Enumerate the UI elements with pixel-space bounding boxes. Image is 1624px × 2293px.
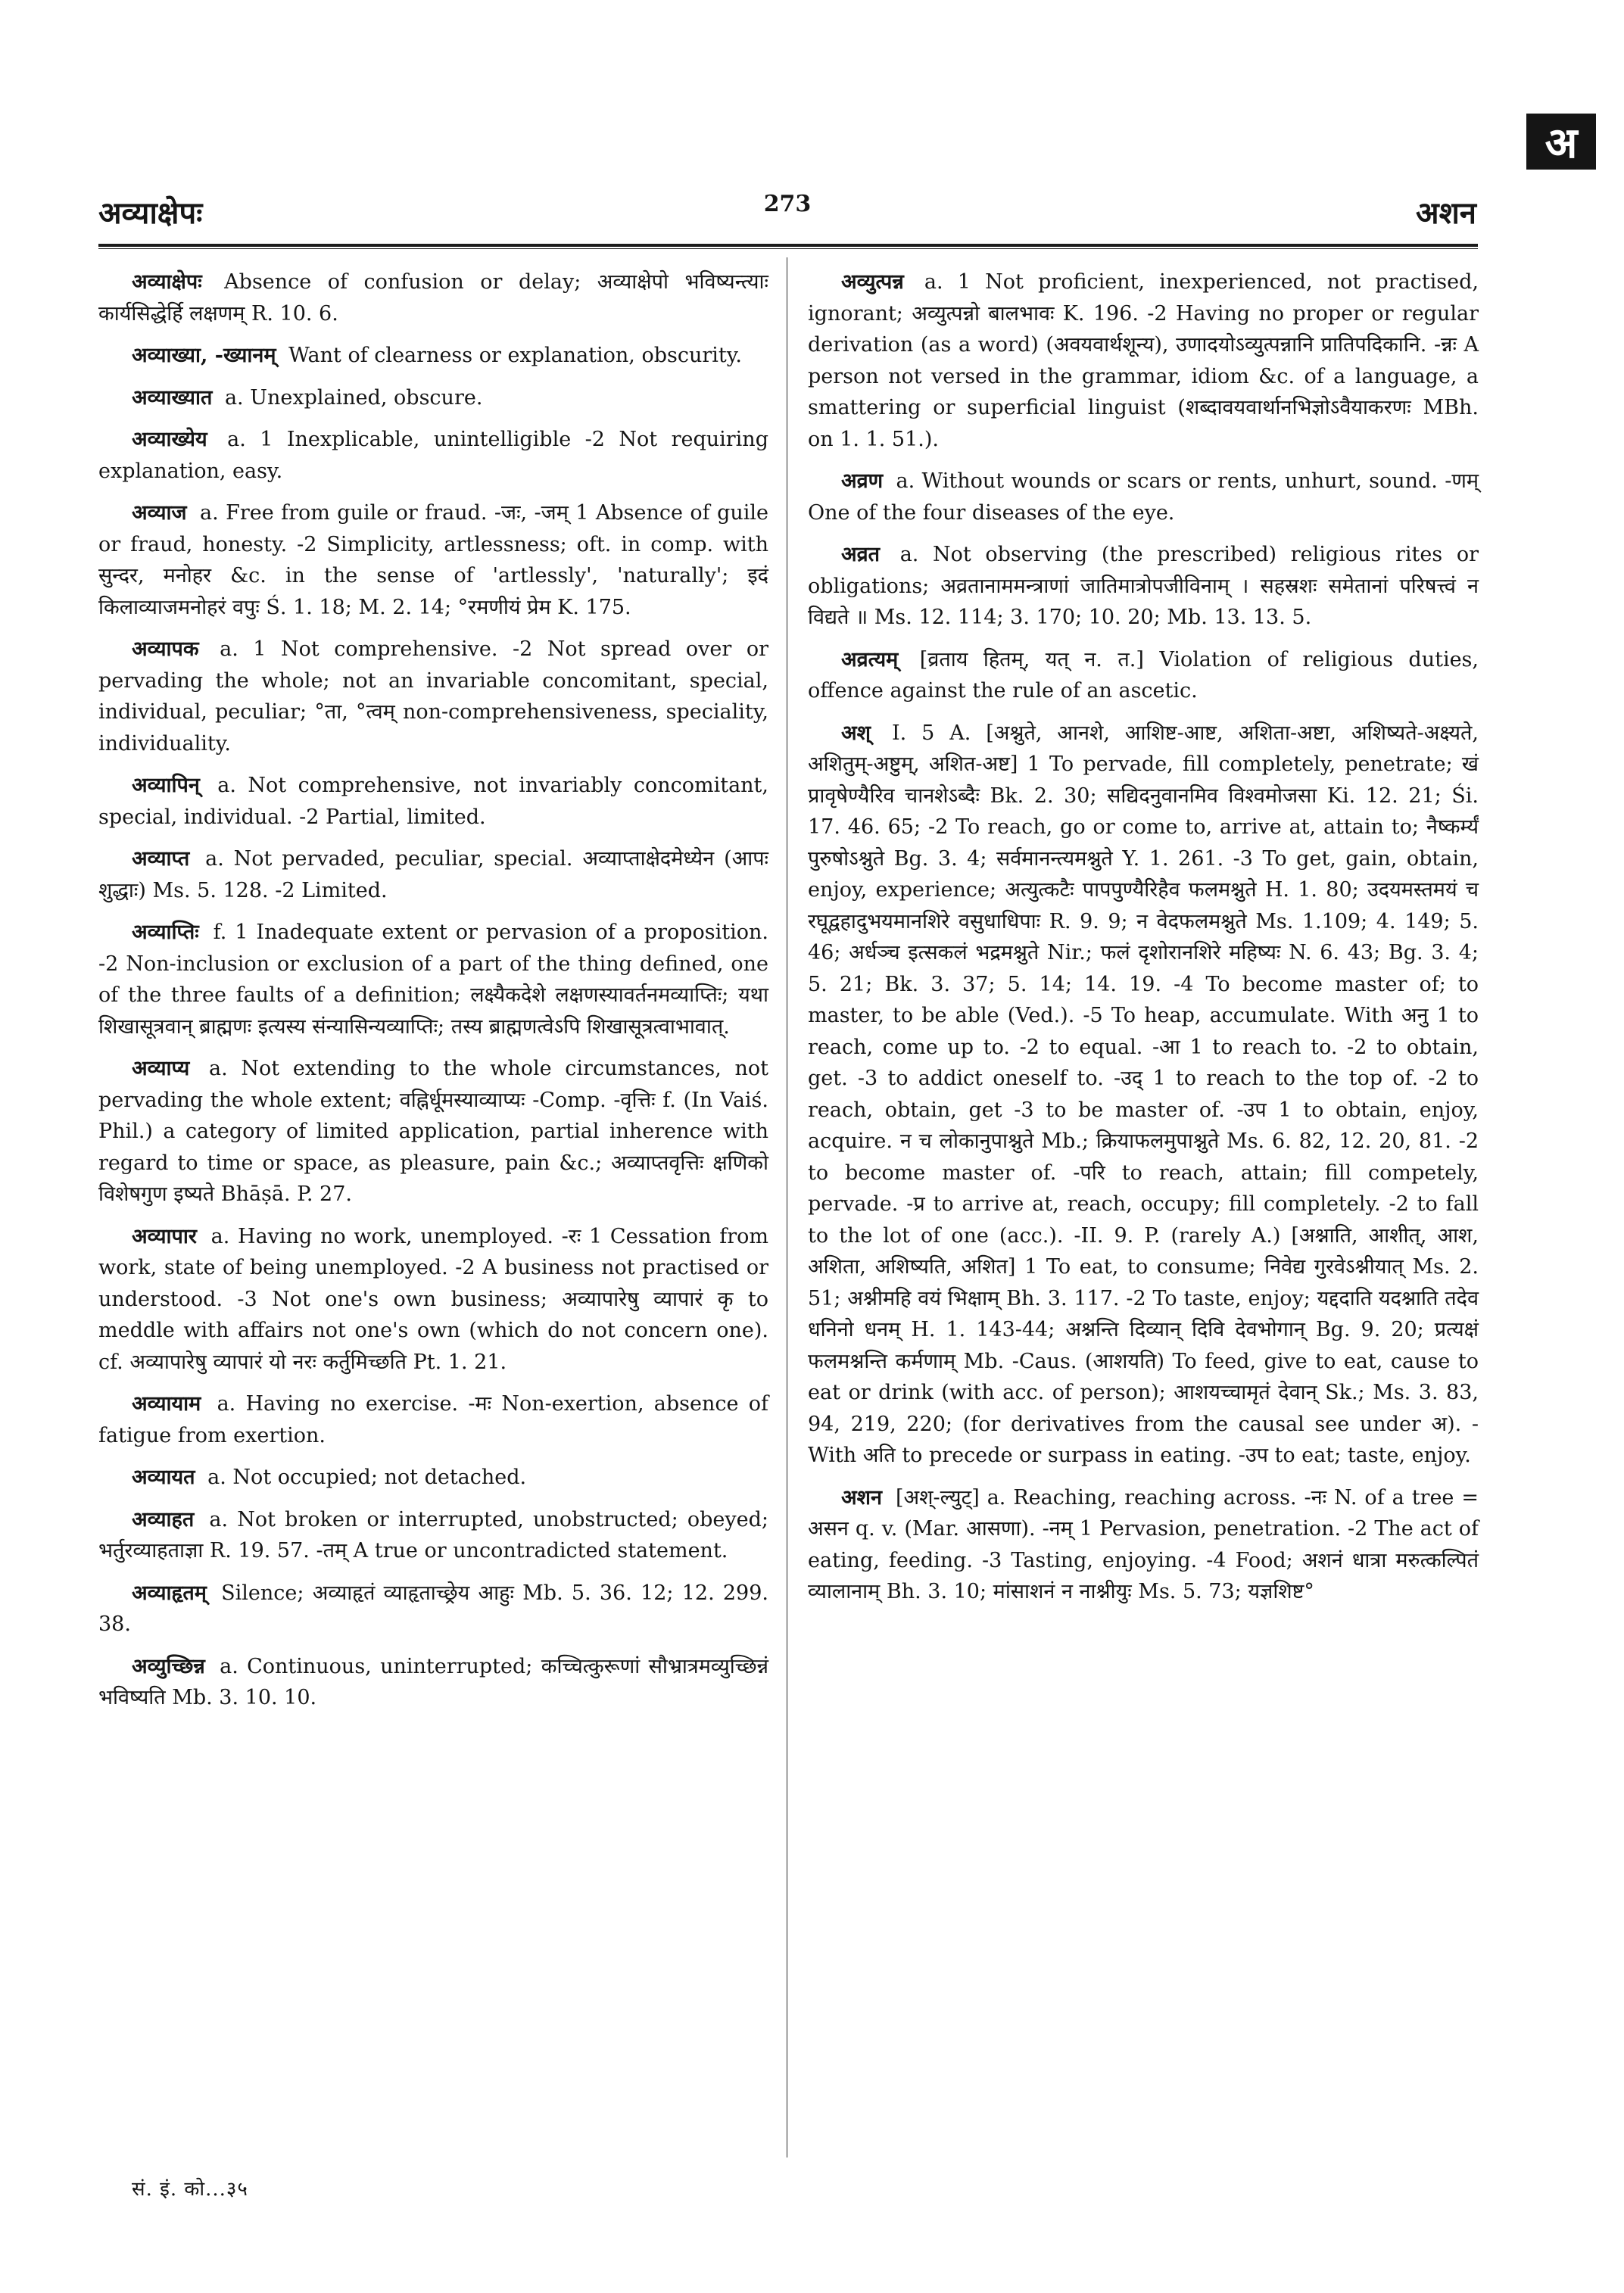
entry-definition: Absence of confusion or delay; अव्याक्षेपो भविष्यन्त्याः कार्यसिद्धेर्हि लक्षणम् R. 10. 6. [98,270,768,326]
entry-headword: अश् [841,721,871,745]
dictionary-entry [808,466,1479,528]
entry-definition: a. Not observing (the prescribed) religious rites or obligations; अव्रतानाममन्त्राणां जातिमात्रोपजीविनाम् । सहस्रशः समेतानां परिषत्त्वं न विद्यते ॥ Ms. 12. 114; 3. 170; 10. 20; Mb. 13. 13. 5. [808,543,1479,629]
entry-definition: a. Continuous, uninterrupted; कच्चित्कुरूणां सौभ्रात्रमव्युच्छिन्नं भविष्यति Mb. 3. 10. 10. [98,1654,769,1709]
entry-headword: अव्यापिन् [132,774,200,797]
entry-definition: f. 1 Inadequate extent or pervasion of a proposition. -2 Non-inclusion or exclusion of a part of the thing defined, one of the three faults of a definition; लक्ष्यैकदेशे लक्षणस्यावर्तनमव्याप्तिः; यथा शिखासूत्रवान् ब्राह्मणः इत्यस्य संन्यासिन्यव्याप्तिः; तस्य ब्राह्मणत्वेऽपि शिखासूत्रत्वाभावात्. [98,921,768,1039]
left-column [98,266,768,1724]
entry-headword: अव्याप्य [132,1057,190,1080]
dictionary-entry [98,1053,768,1210]
right-column [808,266,1479,1618]
running-head [98,191,1476,239]
dictionary-entry [98,340,768,372]
page-number: 273 [763,191,812,217]
dictionary-entry [98,1221,768,1379]
dictionary-entry [98,382,768,414]
dictionary-entry [98,917,768,1042]
entry-definition: Want of clearness or explanation, obscurity. [288,344,743,367]
dictionary-entry [98,424,768,487]
dictionary-entry [808,644,1479,707]
entry-definition: a. Having no work, unemployed. -रः 1 Cessation from work, state of being unemployed. -2 A business not practised or understood. -3 Not one's own business; अव्यापारेषु व्यापारं कृ to meddle with affairs not one's own (which do not concern one). cf. अव्यापारेषु व्यापारं यो नरः कर्तुमिच्छति Pt. 1. 21. [98,1224,768,1374]
entry-definition: a. Not extending to the whole circumstances, not pervading the whole extent; वह्निर्धूमस्याव्याप्यः -Comp. -वृत्तिः f. (In Vaiś. Phil.) a category of limited application, partial inherence with regard to time or space, as pleasure, pain &c.; अव्याप्तवृत्तिः क्षणिको विशेषगुण इष्यते Bhāṣā. P. 27. [98,1057,768,1206]
entry-definition: a. 1 Inexplicable, unintelligible -2 Not requiring explanation, easy. [98,428,768,483]
dictionary-entry [808,539,1479,634]
entry-headword: अव्याख्येय [132,428,207,451]
dictionary-entry [98,1462,768,1494]
entry-headword: अव्यायाम [132,1392,201,1416]
dictionary-entry [98,843,768,906]
entry-headword: अव्याज [132,501,187,525]
dictionary-entry [98,1504,768,1567]
thumb-index-tab [1526,114,1596,170]
entry-definition: a. 1 Not proficient, inexperienced, not practised, ignorant; अव्युत्पन्नो बालभावः K. 196. -2 Having no proper or regular derivation (as a word) (अवयवार्थशून्य), उणादयोऽव्युत्पन्नानि प्रातिपदिकानि. -न्नः A person not versed in the grammar, idiom &c. of a language, a smattering or superficial linguist (शब्दावयवार्थानभिज्ञोऽवैयाकरणः MBh. on 1. 1. 51.). [808,270,1479,451]
entry-headword: अव्याप्त [132,847,190,871]
entry-definition: a. Not pervaded, peculiar, special. अव्याप्ताक्षेदमेध्येन (आपः शुद्धाः) Ms. 5. 128. -2 Limited. [98,847,768,902]
entry-headword: अव्यापार [132,1224,197,1248]
entry-definition: a. Not broken or interrupted, unobstructed; obeyed; भर्तुरव्याहताज्ञा R. 19. 57. -तम् A true or uncontradicted statement. [98,1507,768,1562]
thumb-index-letter: अ [1545,119,1578,168]
entry-headword: अव्युत्पन्न [841,270,904,294]
entry-definition: a. Free from guile or fraud. -जः, -जम् 1 Absence of guile or fraud, honesty. -2 Simplicity, artlessness; oft. in comp. with सुन्दर, मनोहर &c. in the sense of 'artlessly', 'naturally'; इदं किलाव्याजमनोहरं वपुः Ś. 1. 18; M. 2. 14; °रमणीयं प्रेम K. 175. [98,501,768,619]
entry-definition: [अश्-ल्युट्] a. Reaching, reaching across. -नः N. of a tree = असन q. v. (Mar. आसणा). -नम् 1 Pervasion, penetration. -2 The act of eating, feeding. -3 Tasting, enjoying. -4 Food; अशनं धात्रा मरुत्कल्पितं व्यालानाम् Bh. 3. 10; मांसाशनं न नाश्नीयुः Ms. 5. 73; यज्ञशिष्ट° [808,1485,1479,1603]
entry-headword: अव्रत [841,543,881,566]
entry-definition: Silence; अव्याहृतं व्याहृताच्छ्रेय आहुः Mb. 5. 36. 12; 12. 299. 38. [98,1581,768,1636]
entry-definition: a. Without wounds or scars or rents, unhurt, sound. -णम् One of the four diseases of the eye. [808,469,1479,525]
dictionary-entry [98,634,768,759]
entry-headword: अव्याहृतम् [132,1581,207,1605]
entry-definition: a. Not comprehensive, not invariably concomitant, special, individual. -2 Partial, limited. [98,774,768,829]
entry-headword: अव्याप्तिः [132,921,199,944]
entry-headword: अव्याक्षेपः [132,270,202,294]
entry-headword: अव्यायत [132,1466,195,1489]
entry-headword: अव्यापक [132,637,199,661]
entry-definition: a. Having no exercise. -मः Non-exertion, absence of fatigue from exertion. [98,1392,768,1447]
running-head-right: अशन [1416,195,1476,231]
dictionary-entry [808,1482,1479,1608]
entry-definition: I. 5 A. [अश्नुते, आनशे, आशिष्ट-आष्ट, अशिता-अष्टा, अशिष्यते-अक्ष्यते, अशितुम्-अष्टुम्, अशित-अष्ट] 1 To pervade, fill completely, penetrate; खं प्रावृषेण्यैरिव चानशेऽब्दैः Bk. 2. 30; सद्यिदनुवानमिव विश्वमोजसा Ki. 12. 21; Śi. 17. 46. 65; -2 To reach, go or come to, arrive at, attain to; नैष्कर्म्यं पुरुषोऽश्नुते Bg. 3. 4; सर्वमानन्त्यमश्नुते Y. 1. 261. -3 To get, gain, obtain, enjoy, experience; अत्युत्कटैः पापपुण्यैरिहैव फलमश्नुते H. 1. 80; उदयमस्तमयं च रघूद्वहादुभयमानशिरे वसुधाधिपाः R. 9. 9; न वेदफलमश्नुते Ms. 1.109; 4. 149; 5. 46; अर्धञ्च इत्सकलं भद्रमश्नुते Nir.; फलं दृशोरानशिरे महिष्यः N. 6. 43; Bg. 3. 4; 5. 21; Bk. 3. 37; 5. 14; 14. 19. -4 To become master of; to master, to be able (Ved.). -5 To heap, accumulate. With अनु 1 to reach, come up to. -2 to equal. -आ 1 to reach to. -2 to obtain, get. -3 to addict oneself to. -उद् 1 to reach to the top of. -2 to reach, obtain, get -3 to be master of. -उप 1 to obtain, enjoy, acquire. न च लोकानुपाश्नुते Mb.; क्रियाफलमुपाश्नुते Ms. 6. 82, 12. 20, 81. -2 to become master of. -परि to reach, attain; fill competely, pervade. -प्र to arrive at, reach, occupy; fill completely. -2 to fall to the lot of one (acc.). -II. 9. P. (rarely A.) [अश्नाति, आशीत्, आश, अशिता, अशिष्यति, अशित] 1 To eat, to consume; निवेद्य गुरवेऽश्नीयात् Ms. 2. 51; अश्नीमहि वयं भिक्षाम् Bh. 3. 117. -2 To taste, enjoy; यद्ददाति यदश्नाति तदेव धनिनो धनम् H. 1. 143-44; अश्नन्ति दिव्यान् दिवि देवभोगान् Bg. 9. 20; प्रत्यक्षं फलमश्नन्ति कर्मणाम् Mb. -Caus. (आशयति) To feed, give to eat, cause to eat or drink (with acc. of person); आशयच्चामृतं देवान् Sk.; Ms. 3. 83, 94, 219, 220; (for derivatives from the causal see under अ). -With अति to precede or surpass in eating. -उप to eat; taste, enjoy. [808,721,1479,1467]
dictionary-entry [98,1651,768,1714]
dictionary-entry [98,770,768,833]
entry-headword: अव्रत्यम् [841,647,899,671]
entry-definition: [व्रताय हितम्, यत् न. त.] Violation of religious duties, offence against the rule of an ascetic. [808,647,1479,703]
dictionary-entry [98,1578,768,1640]
dictionary-entry [98,497,768,623]
entry-headword: अव्रण [841,469,884,493]
dictionary-entry [98,1388,768,1451]
entry-headword: अव्याख्यात [132,385,213,410]
entry-headword: अव्याख्या, -ख्यानम् [132,344,276,367]
entry-headword: अशन [841,1485,882,1509]
dictionary-entry [98,266,768,329]
dictionary-entry [808,718,1479,1472]
header-rule [98,244,1478,249]
entry-headword: अव्याहत [132,1507,195,1531]
entry-definition: a. Not occupied; not detached. [207,1466,527,1489]
entry-definition: a. Unexplained, obscure. [224,385,483,410]
dictionary-entry [808,266,1479,455]
entry-definition: a. 1 Not comprehensive. -2 Not spread over or pervading the whole; not an invariable concomitant, special, individual, peculiar; °ता, °त्वम् non-comprehensiveness, speciality, individuality. [98,637,768,756]
footer-signature: सं. इं. को...३५ [132,2178,248,2201]
running-head-left: अव्याक्षेपः [98,195,203,231]
entry-headword: अव्युच्छिन्न [132,1654,205,1678]
